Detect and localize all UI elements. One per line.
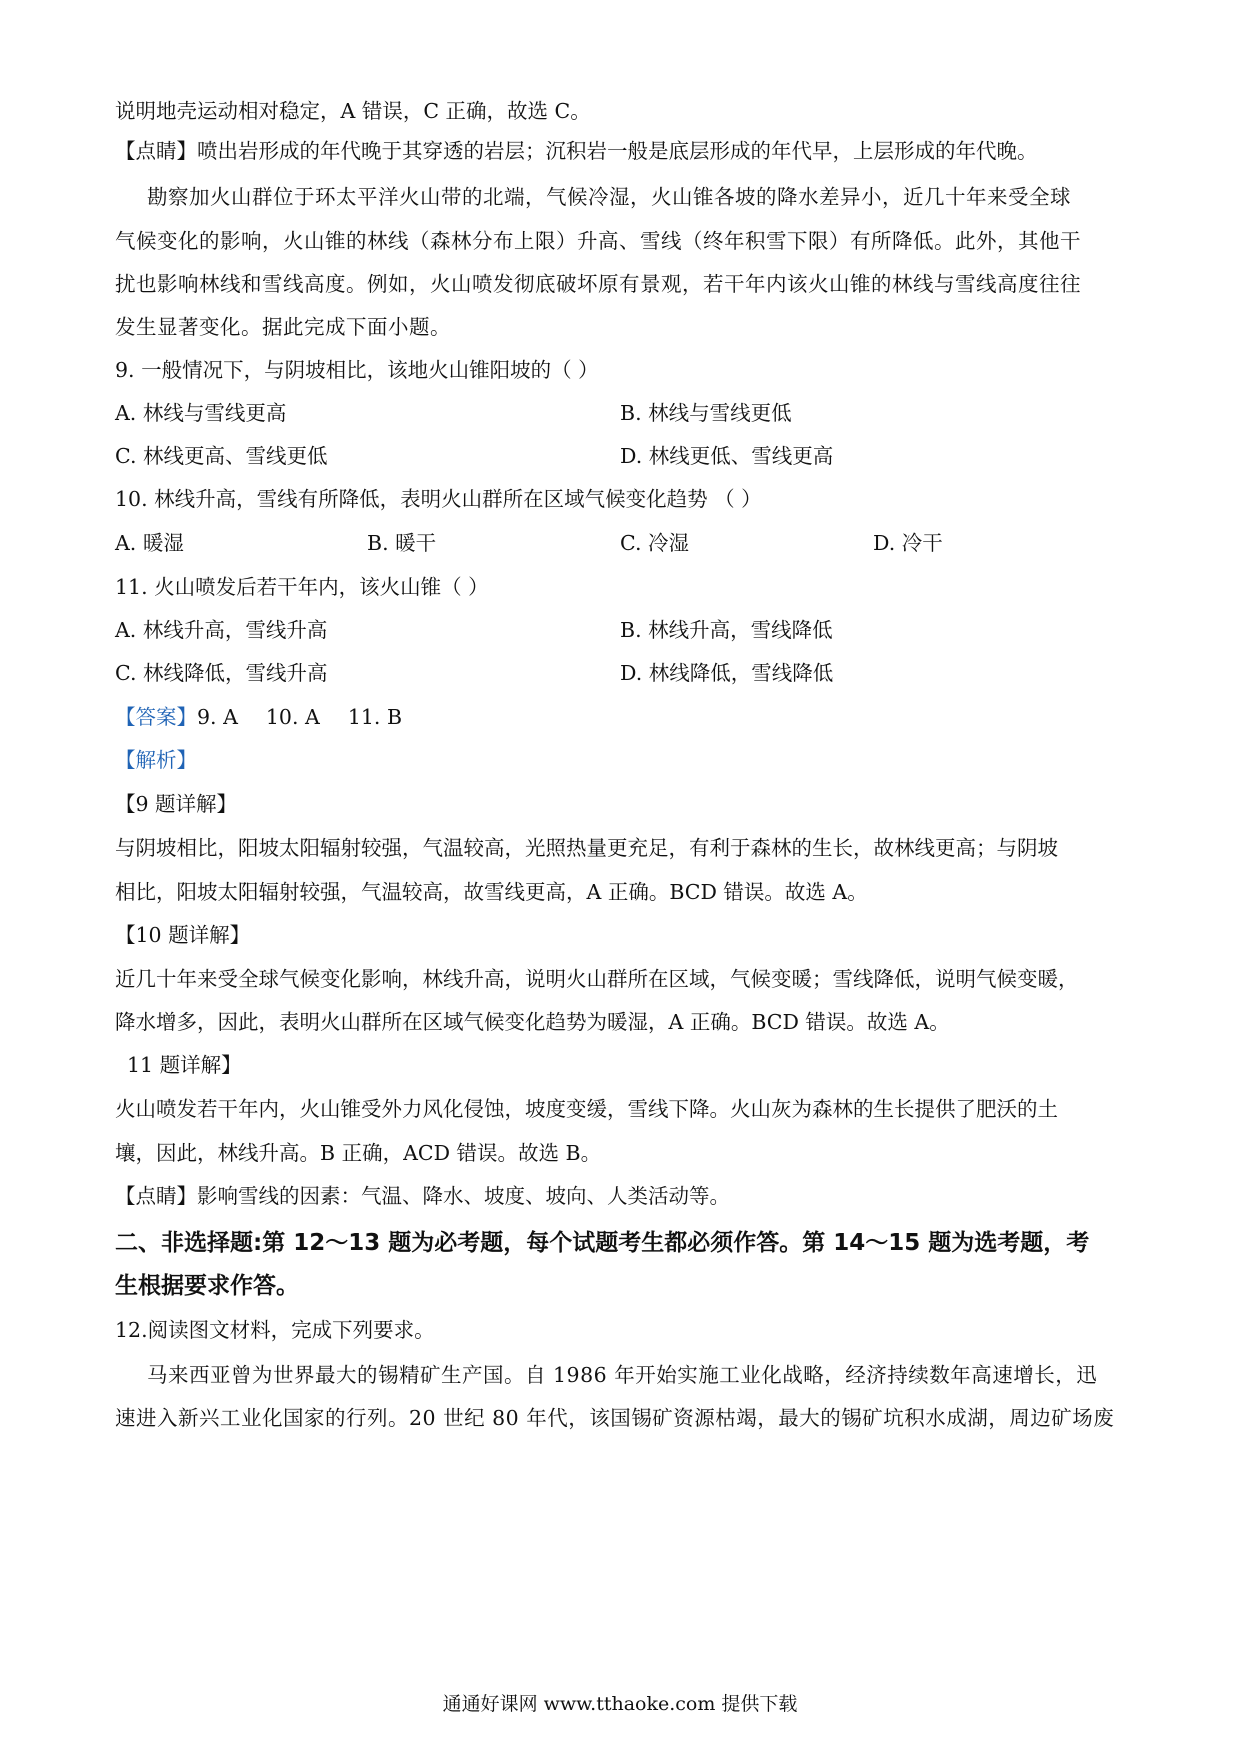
q11-detail-line-2: 壤，因此，林线升高。B 正确，ACD 错误。故选 B。 (115, 1141, 602, 1165)
q12-line-1: 马来西亚曾为世界最大的锡精矿生产国。自 1986 年开始实施工业化战略，经济持续数年高速增长，迅 (147, 1363, 1098, 1387)
q11-option-d: D. 林线降低，雪线降低 (620, 661, 834, 685)
q9-option-b: B. 林线与雪线更低 (620, 401, 792, 425)
tip2-text: 影响雪线的因素：气温、降水、坡度、坡向、人类活动等。 (197, 1184, 730, 1208)
passage-line-3: 扰也影响林线和雪线高度。例如，火山喷发彻底破坏原有景观，若干年内该火山锥的林线与雪线高度往往 (115, 272, 1081, 296)
footer-watermark: 通通好课网 www.tthaoke.com 提供下载 (442, 1693, 798, 1715)
tip2-line (115, 1181, 1135, 1211)
q10-option-a: A. 暖湿 (115, 531, 184, 555)
section2-heading-line-2: 生根据要求作答。 (115, 1273, 299, 1299)
q11-option-a: A. 林线升高，雪线升高 (115, 618, 328, 642)
q11-option-c: C. 林线降低，雪线升高 (115, 661, 328, 685)
q11-detail-title: 11 题详解】 (127, 1053, 242, 1077)
q9-option-c: C. 林线更高、雪线更低 (115, 444, 328, 468)
question-10-stem: 10. 林线升高，雪线有所降低，表明火山群所在区域气候变化趋势 （ ） (115, 487, 762, 511)
tip-text: 喷出岩形成的年代晚于其穿透的岩层；沉积岩一般是底层形成的年代早，上层形成的年代晚。 (197, 139, 1038, 163)
q12-stem: 12.阅读图文材料，完成下列要求。 (115, 1318, 435, 1342)
answer-label: 【答案】 (115, 705, 197, 729)
q10-option-b: B. 暖干 (367, 531, 437, 555)
tip2-label: 【点睛】 (115, 1184, 197, 1208)
q11-detail-line-1: 火山喷发若干年内，火山锥受外力风化侵蚀，坡度变缓，雪线下降。火山灰为森林的生长提供了肥沃的土 (115, 1097, 1058, 1121)
q9-option-d: D. 林线更低、雪线更高 (620, 444, 834, 468)
q12-line-2: 速进入新兴工业化国家的行列。20 世纪 80 年代，该国锡矿资源枯竭，最大的锡矿坑积水成湖，周边矿场废 (115, 1406, 1115, 1430)
answer-11: 11. B (347, 705, 403, 729)
q10-detail-line-1: 近几十年来受全球气候变化影响，林线升高，说明火山群所在区域，气候变暖；雪线降低，说明气候变暖， (115, 967, 1079, 991)
question-9-stem: 9. 一般情况下，与阴坡相比，该地火山锥阳坡的（ ） (115, 358, 599, 382)
q9-detail-line-2: 相比，阳坡太阳辐射较强，气温较高，故雪线更高，A 正确。BCD 错误。故选 A。 (115, 880, 868, 904)
q10-detail-line-2: 降水增多，因此，表明火山群所在区域气候变化趋势为暖湿，A 正确。BCD 错误。故选 A。 (115, 1010, 950, 1034)
q9-detail-title: 【9 题详解】 (115, 792, 238, 816)
q10-option-c: C. 冷湿 (620, 531, 689, 555)
q10-detail-title: 【10 题详解】 (115, 923, 251, 947)
tip-line (115, 136, 1135, 166)
q11-option-b: B. 林线升高，雪线降低 (620, 618, 833, 642)
analysis-label: 【解析】 (115, 748, 197, 772)
tip-label: 【点睛】 (115, 139, 197, 163)
answer-9: 9. A (197, 705, 238, 729)
passage-line-4: 发生显著变化。据此完成下面小题。 (115, 315, 451, 339)
intro-line: 说明地壳运动相对稳定，A 错误，C 正确，故选 C。 (115, 99, 591, 123)
answer-10: 10. A (265, 705, 320, 729)
passage-line-1: 勘察加火山群位于环太平洋火山带的北端，气候冷湿，火山锥各坡的降水差异小，近几十年来受全球 (147, 185, 1071, 209)
q10-option-d: D. 冷干 (873, 531, 943, 555)
q9-option-a: A. 林线与雪线更高 (115, 401, 287, 425)
question-11-stem: 11. 火山喷发后若干年内，该火山锥（ ） (115, 575, 489, 599)
section2-heading-line-1: 二、非选择题:第 12～13 题为必考题，每个试题考生都必须作答。第 14～15 题为选考题，考 (115, 1230, 1090, 1256)
answer-line (115, 702, 1135, 732)
passage-line-2: 气候变化的影响，火山锥的林线（森林分布上限）升高、雪线（终年积雪下限）有所降低。此外，其他干 (115, 229, 1081, 253)
q9-detail-line-1: 与阴坡相比，阳坡太阳辐射较强，气温较高，光照热量更充足，有利于森林的生长，故林线更高；与阴坡 (115, 836, 1058, 860)
